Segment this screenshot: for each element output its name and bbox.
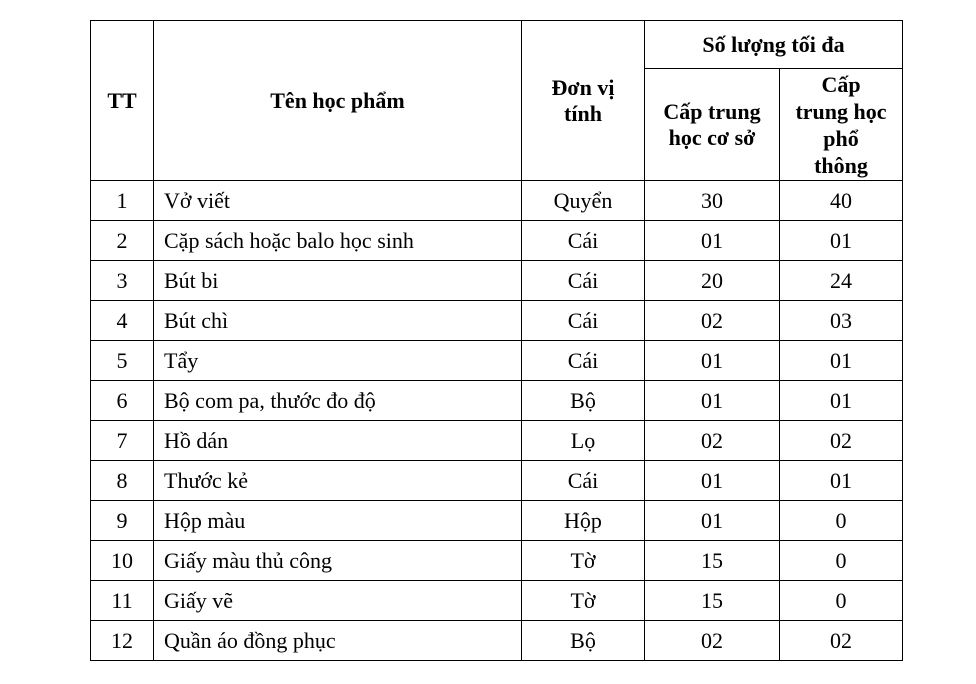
cell-lower-secondary-qty: 15 — [645, 541, 780, 581]
cell-unit: Cái — [522, 221, 645, 261]
cell-upper-secondary-qty: 40 — [780, 181, 903, 221]
cell-tt: 1 — [91, 181, 154, 221]
cell-lower-secondary-qty: 01 — [645, 341, 780, 381]
cell-item-name: Cặp sách hoặc balo học sinh — [154, 221, 522, 261]
cell-item-name: Hồ dán — [154, 421, 522, 461]
header-unit-line1: Đơn vị — [551, 74, 615, 100]
cell-upper-secondary-qty: 01 — [780, 221, 903, 261]
table-row — [91, 341, 903, 381]
header-upper-secondary-line3: phổ — [823, 125, 859, 151]
header-upper-secondary-line4: thông — [814, 152, 868, 178]
cell-upper-secondary-qty: 0 — [780, 541, 903, 581]
header-lower-secondary-line1: Cấp trung — [663, 98, 761, 124]
header-tt: TT — [91, 21, 154, 181]
cell-tt: 9 — [91, 501, 154, 541]
cell-upper-secondary-qty: 01 — [780, 341, 903, 381]
header-unit — [522, 21, 645, 181]
header-upper-secondary-line1: Cấp — [821, 71, 861, 97]
cell-tt: 10 — [91, 541, 154, 581]
table-row — [91, 381, 903, 421]
table-body — [91, 181, 903, 661]
cell-unit: Cái — [522, 261, 645, 301]
cell-unit: Cái — [522, 341, 645, 381]
cell-item-name: Tẩy — [154, 341, 522, 381]
cell-item-name: Thước kẻ — [154, 461, 522, 501]
header-lower-secondary-line2: học cơ sở — [668, 124, 756, 150]
cell-upper-secondary-qty: 0 — [780, 501, 903, 541]
cell-upper-secondary-qty: 02 — [780, 421, 903, 461]
cell-upper-secondary-qty: 02 — [780, 621, 903, 661]
cell-tt: 12 — [91, 621, 154, 661]
table-row — [91, 301, 903, 341]
cell-unit: Tờ — [522, 541, 645, 581]
header-row-top — [91, 21, 903, 69]
cell-lower-secondary-qty: 01 — [645, 501, 780, 541]
cell-lower-secondary-qty: 01 — [645, 221, 780, 261]
cell-lower-secondary-qty: 15 — [645, 581, 780, 621]
header-upper-secondary — [780, 69, 903, 181]
cell-tt: 4 — [91, 301, 154, 341]
cell-unit: Quyển — [522, 181, 645, 221]
cell-unit: Cái — [522, 461, 645, 501]
table-row — [91, 421, 903, 461]
cell-unit: Lọ — [522, 421, 645, 461]
cell-lower-secondary-qty: 30 — [645, 181, 780, 221]
cell-item-name: Quần áo đồng phục — [154, 621, 522, 661]
cell-upper-secondary-qty: 01 — [780, 381, 903, 421]
cell-item-name: Giấy màu thủ công — [154, 541, 522, 581]
cell-tt: 3 — [91, 261, 154, 301]
cell-unit: Cái — [522, 301, 645, 341]
cell-tt: 7 — [91, 421, 154, 461]
cell-tt: 6 — [91, 381, 154, 421]
cell-lower-secondary-qty: 02 — [645, 621, 780, 661]
table-row — [91, 221, 903, 261]
table-row — [91, 541, 903, 581]
table-header — [91, 21, 903, 181]
table-row — [91, 621, 903, 661]
cell-upper-secondary-qty: 24 — [780, 261, 903, 301]
cell-tt: 5 — [91, 341, 154, 381]
table-row — [91, 261, 903, 301]
header-upper-secondary-line2: trung học — [795, 98, 887, 124]
cell-lower-secondary-qty: 02 — [645, 421, 780, 461]
cell-lower-secondary-qty: 02 — [645, 301, 780, 341]
header-max-quantity: Số lượng tối đa — [645, 21, 903, 69]
table-row — [91, 461, 903, 501]
cell-item-name: Hộp màu — [154, 501, 522, 541]
cell-item-name: Vở viết — [154, 181, 522, 221]
header-unit-line2: tính — [564, 100, 602, 126]
cell-unit: Tờ — [522, 581, 645, 621]
cell-tt: 11 — [91, 581, 154, 621]
cell-lower-secondary-qty: 01 — [645, 461, 780, 501]
header-item-name: Tên học phẩm — [154, 21, 522, 181]
cell-item-name: Bút bi — [154, 261, 522, 301]
table-row — [91, 501, 903, 541]
table-row — [91, 581, 903, 621]
cell-lower-secondary-qty: 01 — [645, 381, 780, 421]
cell-lower-secondary-qty: 20 — [645, 261, 780, 301]
cell-upper-secondary-qty: 01 — [780, 461, 903, 501]
cell-tt: 2 — [91, 221, 154, 261]
cell-item-name: Bút chì — [154, 301, 522, 341]
cell-unit: Bộ — [522, 381, 645, 421]
header-lower-secondary — [645, 69, 780, 181]
school-supplies-table — [90, 20, 903, 661]
cell-item-name: Giấy vẽ — [154, 581, 522, 621]
cell-item-name: Bộ com pa, thước đo độ — [154, 381, 522, 421]
cell-upper-secondary-qty: 0 — [780, 581, 903, 621]
cell-upper-secondary-qty: 03 — [780, 301, 903, 341]
cell-tt: 8 — [91, 461, 154, 501]
table-row — [91, 181, 903, 221]
cell-unit: Bộ — [522, 621, 645, 661]
cell-unit: Hộp — [522, 501, 645, 541]
